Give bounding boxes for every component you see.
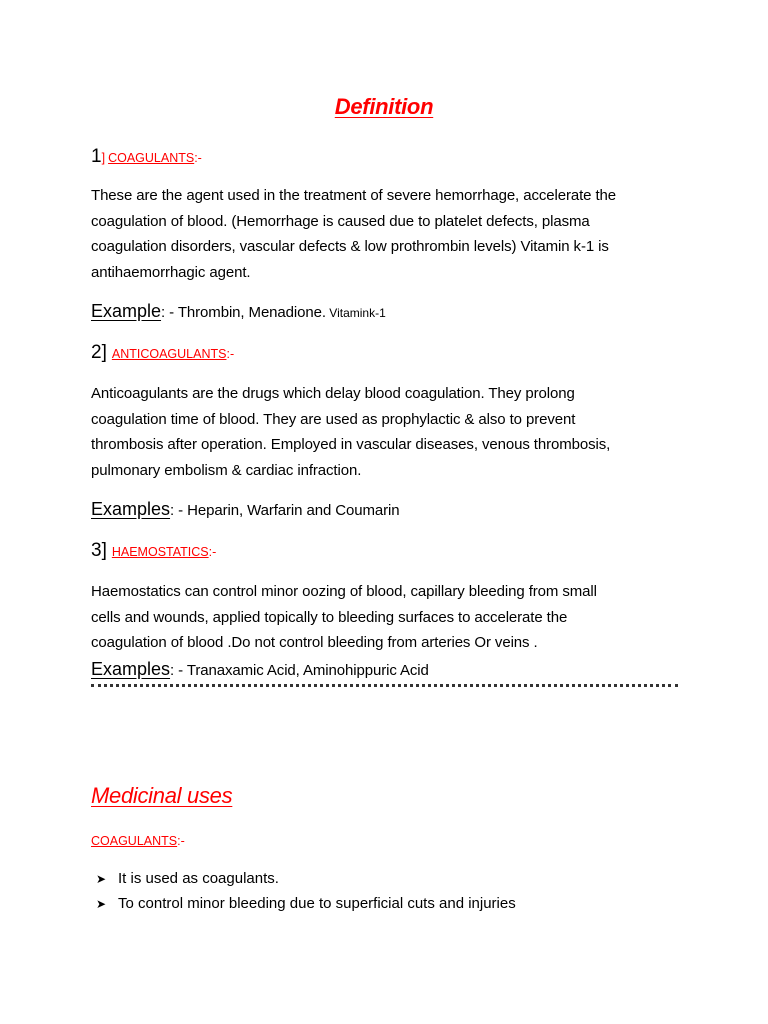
section-3-name: HAEMOSTATICS xyxy=(111,545,209,559)
medicinal-subheading xyxy=(91,832,185,850)
section-1-example xyxy=(91,301,386,322)
example-text: : - Heparin, Warfarin and Coumarin xyxy=(170,502,400,519)
paragraph-line: coagulation disorders, vascular defects & low prothrombin levels) Vitamin k-1 is xyxy=(91,238,609,255)
dotted-divider xyxy=(91,684,678,687)
paragraph-line: These are the agent used in the treatment of severe hemorrhage, accelerate the xyxy=(91,187,617,204)
list-item xyxy=(96,866,516,891)
paragraph-line: pulmonary embolism & cardiac infraction. xyxy=(91,461,362,479)
section-2-example xyxy=(91,499,400,520)
section-1-bracket: ] xyxy=(101,151,106,165)
medicinal-uses-heading: Medicinal uses xyxy=(91,783,233,808)
section-3-number: 3] xyxy=(91,540,107,561)
section-2-suffix: :- xyxy=(226,347,235,361)
section-1-name: COAGULANTS xyxy=(108,151,195,165)
paragraph-line: coagulation of blood. (Hemorrhage is caused due to platelet defects, plasma xyxy=(91,212,590,230)
paragraph-line: Anticoagulants are the drugs which delay blood coagulation. They prolong xyxy=(91,385,575,402)
example-label: Examples xyxy=(91,659,171,679)
section-1-number: 1 xyxy=(91,146,102,167)
section-3-example xyxy=(91,659,429,680)
paragraph-line: coagulation of blood .Do not control bleeding from arteries Or veins . xyxy=(91,634,538,651)
section-2-number: 2] xyxy=(91,342,107,363)
list-item-text: To control minor bleeding due to superficial cuts and injuries xyxy=(118,895,516,912)
example-label: Example xyxy=(91,301,162,321)
section-2-paragraph xyxy=(91,381,681,483)
medicinal-uses-list xyxy=(96,866,516,916)
arrowhead-bullet-icon: ➤ xyxy=(96,871,107,886)
section-1-suffix: :- xyxy=(194,151,202,165)
list-item-text: It is used as coagulants. xyxy=(118,870,279,887)
section-3-paragraph xyxy=(91,579,681,656)
section-3-suffix: :- xyxy=(208,545,217,559)
definition-heading: Definition xyxy=(334,94,434,119)
example-text: : - Tranaxamic Acid, Aminohippuric Acid xyxy=(170,662,429,679)
section-1-paragraph xyxy=(91,183,681,285)
paragraph-line: cells and wounds, applied topically to bleeding surfaces to accelerate the xyxy=(91,608,568,626)
paragraph-line: antihaemorrhagic agent. xyxy=(91,263,251,281)
arrowhead-bullet-icon: ➤ xyxy=(96,896,107,911)
example-small-text: Vitamink-1 xyxy=(325,306,386,320)
medicinal-subheading-name: COAGULANTS xyxy=(91,834,178,848)
section-3-heading xyxy=(91,540,216,562)
section-1-heading xyxy=(91,146,202,168)
example-label: Examples xyxy=(91,499,171,519)
paragraph-line: coagulation time of blood. They are used as prophylactic & also to prevent xyxy=(91,410,576,428)
paragraph-line: thrombosis after operation. Employed in vascular diseases, venous thrombosis, xyxy=(91,436,611,453)
paragraph-line: Haemostatics can control minor oozing of blood, capillary bleeding from small xyxy=(91,583,597,600)
list-item xyxy=(96,891,516,916)
medicinal-subheading-suffix: :- xyxy=(177,834,185,848)
section-2-heading xyxy=(91,342,234,364)
section-2-name: ANTICOAGULANTS xyxy=(111,347,227,361)
example-text: : - Thrombin, Menadione. xyxy=(161,304,326,321)
